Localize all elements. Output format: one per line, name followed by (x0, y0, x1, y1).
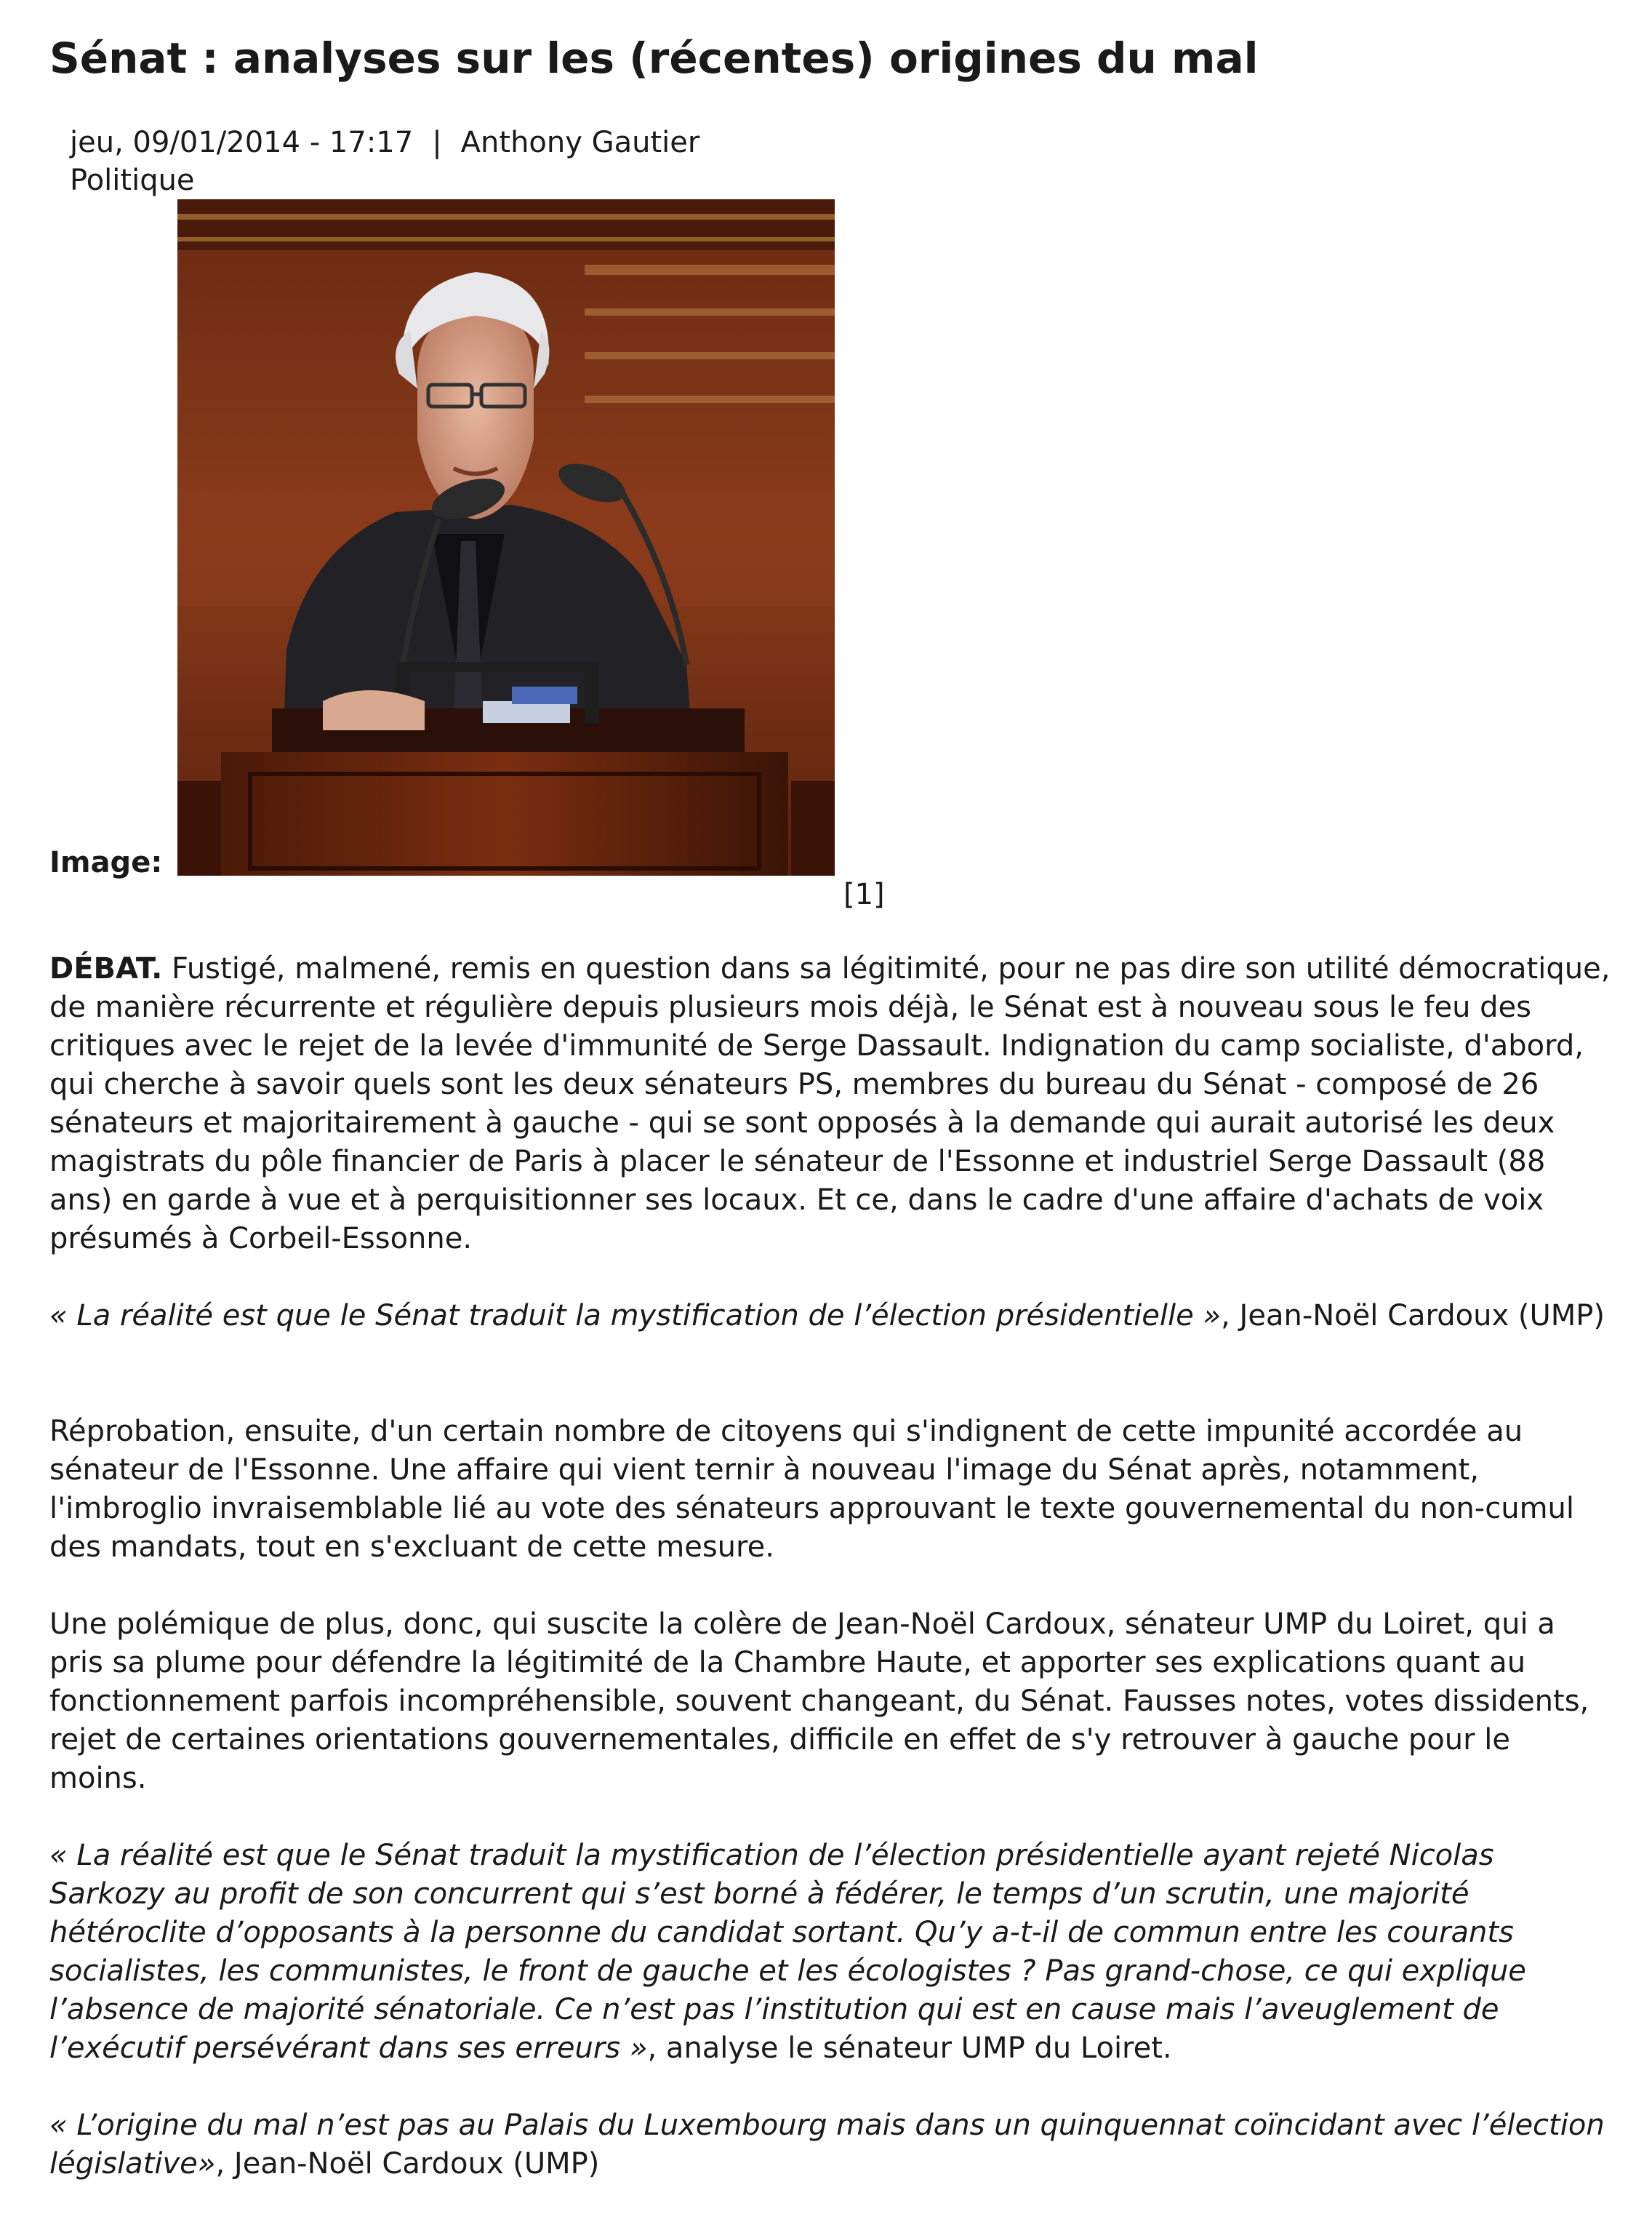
pull-quote-2-attribution: , Jean-Noël Cardoux (UMP) (215, 2147, 600, 2181)
article-title: Sénat : analyses sur les (récentes) origines du mal (49, 33, 1259, 83)
paragraph-quote-analysis (49, 1837, 1613, 2068)
analysis-quote-text: « La réalité est que le Sénat traduit la mystification de l’élection présidentielle ayant rejeté Nicolas Sarkozy au profit de son concurrent qui s’est borné à fédérer, le temps d’un scrutin, une majorité hétéroclite d’opposants à la personne du candidat sortant. Qu’y a-t-il de commun entre les courants socialistes, les communistes, le front de gauche et les écologistes ? Pas grand-chose, ce qui explique l’absence de majorité sénatoriale. Ce n’est pas l’institution qui est en cause mais l’aveuglement de l’exécutif persévérant dans ses erreurs » (49, 1839, 1526, 2065)
article-meta (70, 124, 699, 199)
image-reference-link[interactable]: [1] (843, 878, 885, 911)
senator-photo-illustration (177, 199, 835, 876)
paragraph-intro (49, 950, 1613, 1258)
analysis-quote-attribution: , analyse le sénateur UMP du Loiret. (647, 2031, 1172, 2065)
pull-quote-2 (49, 2106, 1613, 2183)
image-label: Image: (49, 846, 163, 879)
pull-quote-1 (49, 1297, 1613, 1335)
paragraph-polemique: Une polémique de plus, donc, qui suscite la colère de Jean-Noël Cardoux, sénateur UMP du Loiret, qui a pris sa plume pour défendre la légitimité de la Chambre Haute, et apporter ses explications quant au fonctionnement parfois incompréhensible, souvent changeant, du Sénat. Fausses notes, votes dissidents, rejet de certaines orientations gouvernementales, difficile en effet de s'y retrouver à gauche pour le moins. (49, 1607, 1589, 1795)
meta-byline (70, 124, 699, 161)
pull-quote-2-text: « L’origine du mal n’est pas au Palais du Luxembourg mais dans un quinquennat coïncidant avec l’élection législative» (49, 2109, 1605, 2181)
intro-lead: DÉBAT. (49, 952, 163, 986)
publish-date: jeu, 09/01/2014 - 17:17 (70, 126, 414, 159)
intro-text: Fustigé, malmené, remis en question dans sa légitimité, pour ne pas dire son utilité démocratique, de manière récurrente et régulière depuis plusieurs mois déjà, le Sénat est à nouveau sous le feu des critiques avec le rejet de la levée d'immunité de Serge Dassault. Indignation du camp socialiste, d'abord, qui cherche à savoir quels sont les deux sénateurs PS, membres du bureau du Sénat - composé de 26 sénateurs et majoritairement à gauche - qui se sont opposés à la demande qui aurait autorisé les deux magistrats du pôle financier de Paris à placer le sénateur de l'Essonne et industriel Serge Dassault (88 ans) en garde à vue et à perquisitionner ses locaux. Et ce, dans le cadre d'une affaire d'achats de voix présumés à Corbeil-Essonne. (49, 952, 1611, 1255)
article-body (49, 950, 1613, 2222)
meta-separator: | (432, 126, 442, 159)
article-photo (177, 199, 835, 876)
pull-quote-1-attribution: , Jean-Noël Cardoux (UMP) (1221, 1299, 1605, 1332)
pull-quote-1-text: « La réalité est que le Sénat traduit la mystification de l’élection présidentielle » (49, 1299, 1222, 1332)
author-link[interactable]: Anthony Gautier (460, 126, 700, 159)
category-link[interactable]: Politique (70, 164, 195, 197)
paragraph-reprobation: Réprobation, ensuite, d'un certain nombre de citoyens qui s'indignent de cette impunité accordée au sénateur de l'Essonne. Une affaire qui vient ternir à nouveau l'image du Sénat après, notamment, l'imbroglio invraisemblable lié au vote des sénateurs approuvant le texte gouvernemental du non-cumul des mandats, tout en s'excluant de cette mesure. (49, 1415, 1574, 1564)
